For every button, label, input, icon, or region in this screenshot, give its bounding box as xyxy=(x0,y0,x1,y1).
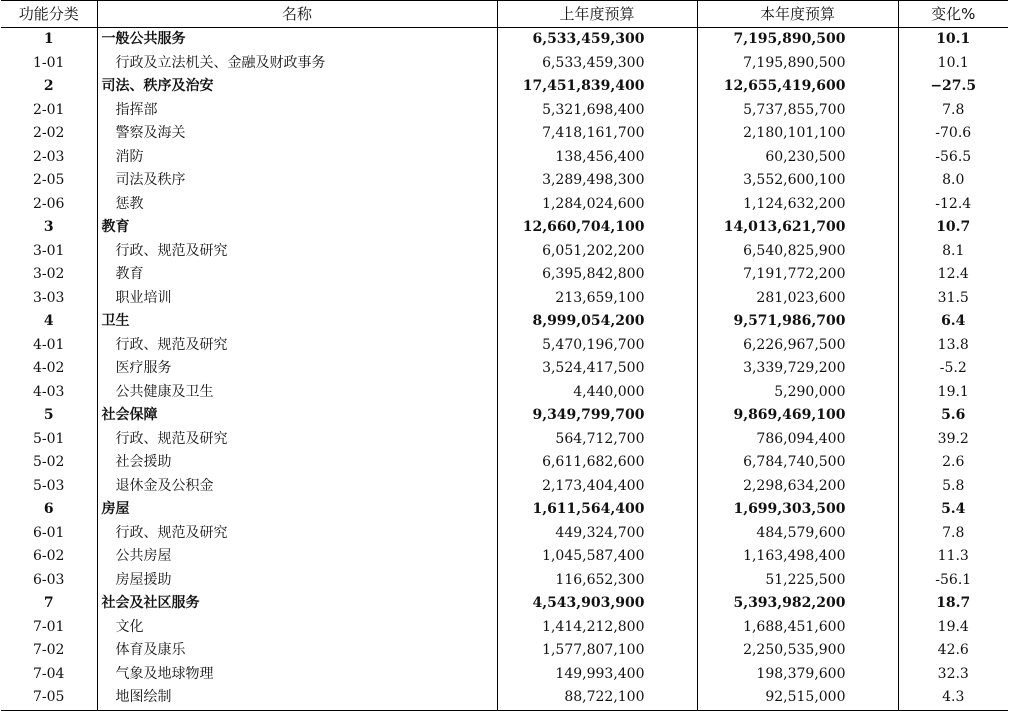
budget-table-sheet xyxy=(1,0,1008,711)
row-prev-budget: 1,045,587,400 xyxy=(497,545,697,569)
row-curr-budget: 1,163,498,400 xyxy=(697,545,898,569)
row-prev-budget: 12,660,704,100 xyxy=(497,216,697,240)
table-row xyxy=(1,122,1008,146)
row-prev-budget: 213,659,100 xyxy=(497,287,697,311)
row-code: 2-02 xyxy=(33,125,65,142)
row-change: 10.7 xyxy=(898,216,1008,240)
row-curr-budget: 51,225,500 xyxy=(697,569,898,593)
row-name: 社会援助 xyxy=(97,451,497,475)
header-curr-budget: 本年度预算 xyxy=(697,1,898,28)
row-curr-budget: 3,339,729,200 xyxy=(697,357,898,381)
row-curr-budget: 1,699,303,500 xyxy=(697,498,898,522)
row-name: 卫生 xyxy=(97,310,497,334)
row-prev-budget: 1,414,212,800 xyxy=(497,616,697,640)
category-row xyxy=(1,216,1008,240)
category-row xyxy=(1,404,1008,428)
row-curr-budget: 60,230,500 xyxy=(697,146,898,170)
row-change: 18.7 xyxy=(898,592,1008,616)
header-name: 名称 xyxy=(97,1,497,28)
row-curr-budget: 2,180,101,100 xyxy=(697,122,898,146)
table-body xyxy=(1,28,1008,711)
row-prev-budget: 8,999,054,200 xyxy=(497,310,697,334)
row-prev-budget: 2,173,404,400 xyxy=(497,475,697,499)
row-change: 31.5 xyxy=(898,287,1008,311)
category-row xyxy=(1,310,1008,334)
row-name: 行政、规范及研究 xyxy=(97,428,497,452)
row-curr-budget: 1,688,451,600 xyxy=(697,616,898,640)
row-prev-budget: 449,324,700 xyxy=(497,522,697,546)
row-change: 39.2 xyxy=(898,428,1008,452)
row-prev-budget: 4,440,000 xyxy=(497,381,697,405)
row-code: 2-01 xyxy=(33,101,65,118)
table-row xyxy=(1,616,1008,640)
table-row xyxy=(1,381,1008,405)
row-prev-budget: 564,712,700 xyxy=(497,428,697,452)
row-prev-budget: 138,456,400 xyxy=(497,146,697,170)
row-curr-budget: 2,250,535,900 xyxy=(697,639,898,663)
table-row xyxy=(1,287,1008,311)
row-code: 5-03 xyxy=(33,477,65,494)
table-row xyxy=(1,99,1008,123)
table-row xyxy=(1,428,1008,452)
table-row xyxy=(1,146,1008,170)
table-row xyxy=(1,263,1008,287)
row-change: 10.1 xyxy=(898,28,1008,52)
row-code: 3-02 xyxy=(33,266,65,283)
row-code: 6-03 xyxy=(33,571,65,588)
row-code: 7-05 xyxy=(1,686,97,710)
row-change: 32.3 xyxy=(898,663,1008,687)
row-code: 5-02 xyxy=(33,454,65,471)
row-name: 医疗服务 xyxy=(97,357,497,381)
table-row xyxy=(1,357,1008,381)
row-code: 7-01 xyxy=(33,618,65,635)
row-name: 公共房屋 xyxy=(97,545,497,569)
row-prev-budget: 6,533,459,300 xyxy=(497,28,697,52)
row-code: 4-03 xyxy=(33,383,65,400)
row-curr-budget: 7,195,890,500 xyxy=(697,52,898,76)
header-prev-budget: 上年度预算 xyxy=(497,1,697,28)
row-name: 行政、规范及研究 xyxy=(97,522,497,546)
row-change: 12.4 xyxy=(898,263,1008,287)
row-name: 行政、规范及研究 xyxy=(97,334,497,358)
row-prev-budget: 149,993,400 xyxy=(497,663,697,687)
row-change: 13.8 xyxy=(898,334,1008,358)
table-row xyxy=(1,663,1008,687)
category-row xyxy=(1,28,1008,52)
row-code: 6-02 xyxy=(33,548,65,565)
row-curr-budget: 14,013,621,700 xyxy=(697,216,898,240)
row-change: 2.6 xyxy=(898,451,1008,475)
row-prev-budget: 1,284,024,600 xyxy=(497,193,697,217)
row-code: 4-01 xyxy=(33,336,65,353)
row-prev-budget: 4,543,903,900 xyxy=(497,592,697,616)
row-name: 公共健康及卫生 xyxy=(97,381,497,405)
table-row xyxy=(1,193,1008,217)
row-change: -56.5 xyxy=(898,146,1008,170)
row-curr-budget: 1,124,632,200 xyxy=(697,193,898,217)
row-name: 司法、秩序及治安 xyxy=(97,75,497,99)
row-name: 行政、规范及研究 xyxy=(97,240,497,264)
table-row xyxy=(1,334,1008,358)
row-change: -70.6 xyxy=(898,122,1008,146)
row-curr-budget: 6,540,825,900 xyxy=(697,240,898,264)
table-header xyxy=(1,1,1008,28)
row-code: 1-01 xyxy=(33,54,65,71)
row-name: 退休金及公积金 xyxy=(97,475,497,499)
row-prev-budget: 5,321,698,400 xyxy=(497,99,697,123)
row-curr-budget: 6,226,967,500 xyxy=(697,334,898,358)
row-curr-budget: 2,298,634,200 xyxy=(697,475,898,499)
row-code: 6-01 xyxy=(33,524,65,541)
row-code: 2-05 xyxy=(33,172,65,189)
row-prev-budget: 7,418,161,700 xyxy=(497,122,697,146)
category-row xyxy=(1,498,1008,522)
row-prev-budget: 88,722,100 xyxy=(497,686,697,710)
row-change: 8.0 xyxy=(898,169,1008,193)
row-curr-budget: 92,515,000 xyxy=(697,686,898,710)
row-code: 7-02 xyxy=(33,642,65,659)
table-row xyxy=(1,569,1008,593)
row-name: 气象及地球物理 xyxy=(97,663,497,687)
row-change: 11.3 xyxy=(898,545,1008,569)
row-name: 行政及立法机关、金融及财政事务 xyxy=(97,52,497,76)
row-prev-budget: 1,611,564,400 xyxy=(497,498,697,522)
row-code: 7-04 xyxy=(33,665,65,682)
row-change: 10.1 xyxy=(898,52,1008,76)
table-row xyxy=(1,686,1008,710)
row-name: 房屋援助 xyxy=(97,569,497,593)
row-change: -56.1 xyxy=(898,569,1008,593)
row-curr-budget: 484,579,600 xyxy=(697,522,898,546)
row-change: 42.6 xyxy=(898,639,1008,663)
row-change: 7.8 xyxy=(898,522,1008,546)
header-row xyxy=(1,1,1008,28)
row-change: 19.4 xyxy=(898,616,1008,640)
row-code: 5-01 xyxy=(33,430,65,447)
row-code: 3-03 xyxy=(33,289,65,306)
row-change: 7.8 xyxy=(898,99,1008,123)
table-row xyxy=(1,475,1008,499)
row-name: 警察及海关 xyxy=(97,122,497,146)
header-change: 变化% xyxy=(898,1,1008,28)
table-row xyxy=(1,52,1008,76)
header-code: 功能分类 xyxy=(1,1,97,28)
row-prev-budget: 3,524,417,500 xyxy=(497,357,697,381)
row-curr-budget: 3,552,600,100 xyxy=(697,169,898,193)
row-code: 5 xyxy=(43,407,54,424)
row-curr-budget: 7,191,772,200 xyxy=(697,263,898,287)
row-name: 社会保障 xyxy=(97,404,497,428)
row-prev-budget: 6,533,459,300 xyxy=(497,52,697,76)
row-prev-budget: 6,395,842,800 xyxy=(497,263,697,287)
table-row xyxy=(1,522,1008,546)
row-code: 6 xyxy=(43,501,54,518)
row-change: -12.4 xyxy=(898,193,1008,217)
row-name: 指挥部 xyxy=(97,99,497,123)
row-curr-budget: 9,869,469,100 xyxy=(697,404,898,428)
row-code: 2-06 xyxy=(33,195,65,212)
row-curr-budget: 7,195,890,500 xyxy=(697,28,898,52)
row-code: 4-02 xyxy=(33,360,65,377)
budget-table xyxy=(1,0,1008,711)
row-curr-budget: 5,737,855,700 xyxy=(697,99,898,123)
row-name: 房屋 xyxy=(97,498,497,522)
row-code: 3-01 xyxy=(33,242,65,259)
row-code: 4 xyxy=(43,313,54,330)
row-name: 教育 xyxy=(97,216,497,240)
table-row xyxy=(1,169,1008,193)
row-prev-budget: 1,577,807,100 xyxy=(497,639,697,663)
row-curr-budget: 5,290,000 xyxy=(697,381,898,405)
row-name: 地图绘制 xyxy=(97,686,497,710)
row-curr-budget: 198,379,600 xyxy=(697,663,898,687)
row-code: 2-03 xyxy=(33,148,65,165)
row-prev-budget: 6,051,202,200 xyxy=(497,240,697,264)
table-row xyxy=(1,639,1008,663)
row-name: 职业培训 xyxy=(97,287,497,311)
row-name: 司法及秩序 xyxy=(97,169,497,193)
row-change: −27.5 xyxy=(898,75,1008,99)
row-change: 8.1 xyxy=(898,240,1008,264)
row-code: 1 xyxy=(43,31,54,48)
row-code: 2 xyxy=(43,78,54,95)
row-name: 一般公共服务 xyxy=(97,28,497,52)
row-curr-budget: 5,393,982,200 xyxy=(697,592,898,616)
row-curr-budget: 281,023,600 xyxy=(697,287,898,311)
row-change: 6.4 xyxy=(898,310,1008,334)
row-name: 体育及康乐 xyxy=(97,639,497,663)
category-row xyxy=(1,592,1008,616)
row-change: 5.4 xyxy=(898,498,1008,522)
row-curr-budget: 9,571,986,700 xyxy=(697,310,898,334)
row-prev-budget: 116,652,300 xyxy=(497,569,697,593)
row-curr-budget: 786,094,400 xyxy=(697,428,898,452)
table-row xyxy=(1,545,1008,569)
row-name: 惩教 xyxy=(97,193,497,217)
table-row xyxy=(1,240,1008,264)
row-prev-budget: 17,451,839,400 xyxy=(497,75,697,99)
row-change: 4.3 xyxy=(898,686,1008,710)
table-row xyxy=(1,451,1008,475)
row-prev-budget: 6,611,682,600 xyxy=(497,451,697,475)
row-change: -5.2 xyxy=(898,357,1008,381)
row-change: 19.1 xyxy=(898,381,1008,405)
row-change: 5.8 xyxy=(898,475,1008,499)
row-curr-budget: 12,655,419,600 xyxy=(697,75,898,99)
row-change: 5.6 xyxy=(898,404,1008,428)
row-prev-budget: 5,470,196,700 xyxy=(497,334,697,358)
row-prev-budget: 3,289,498,300 xyxy=(497,169,697,193)
row-name: 消防 xyxy=(97,146,497,170)
row-name: 文化 xyxy=(97,616,497,640)
row-curr-budget: 6,784,740,500 xyxy=(697,451,898,475)
row-code: 7 xyxy=(43,595,54,612)
row-name: 社会及社区服务 xyxy=(97,592,497,616)
category-row xyxy=(1,75,1008,99)
row-name: 教育 xyxy=(97,263,497,287)
row-prev-budget: 9,349,799,700 xyxy=(497,404,697,428)
row-code: 3 xyxy=(43,219,54,236)
